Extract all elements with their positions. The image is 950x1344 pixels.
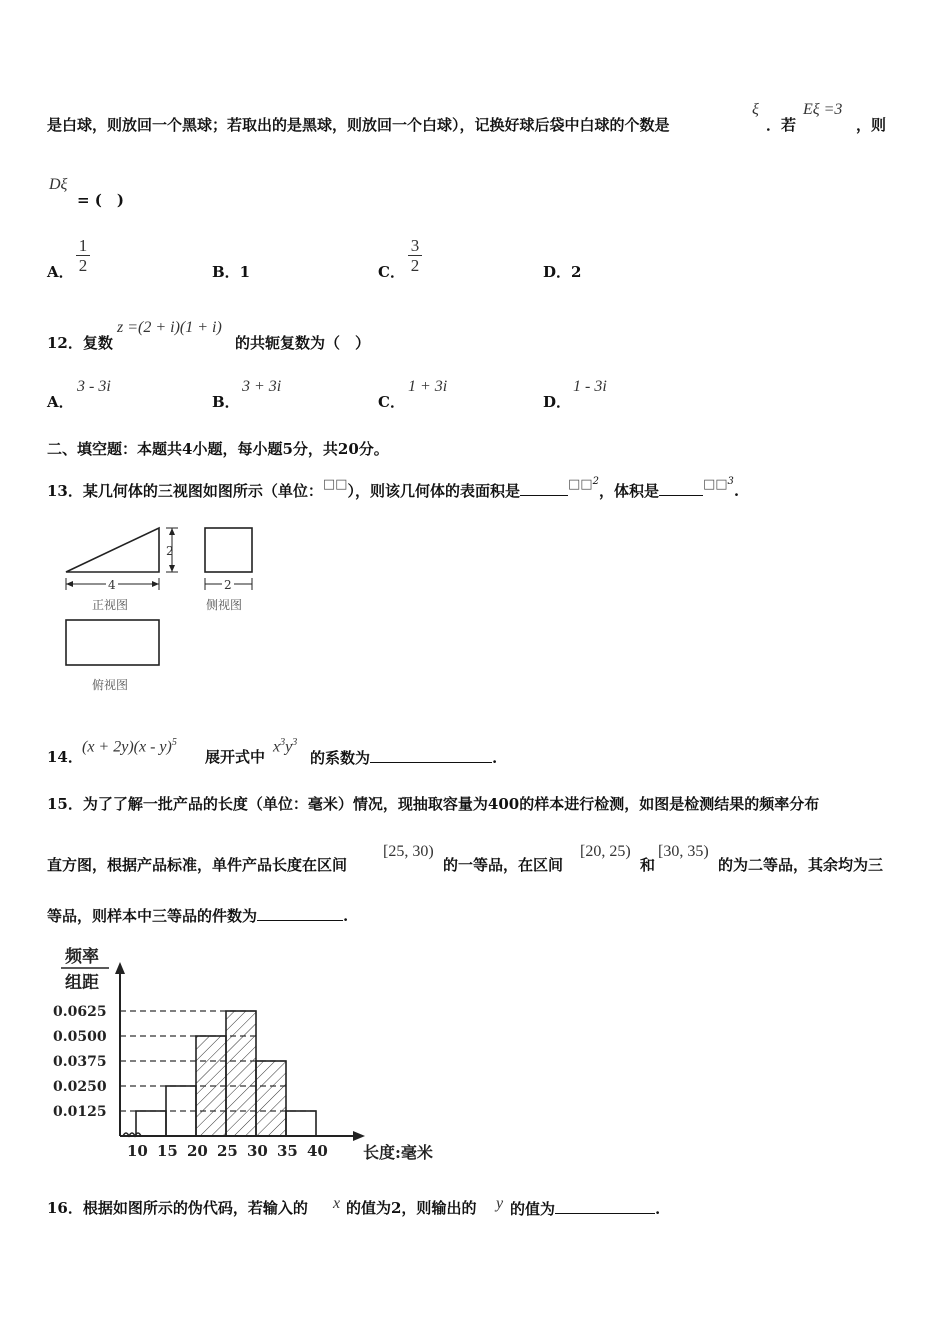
q11-option-a-label: A． (47, 263, 74, 281)
xi-symbol: ξ (752, 101, 759, 118)
q16-end: . (655, 1200, 661, 1218)
q11-option-c-fraction (408, 236, 422, 275)
q16-suffix: 的值为 (510, 1200, 556, 1218)
q11-option-b: B．1 (212, 263, 251, 281)
q12-option-d-label: D． (543, 393, 572, 411)
q13-surface-area-blank[interactable] (520, 481, 568, 496)
y-tick-label: 0.0250 (53, 1079, 107, 1095)
x-tick-label: 35 (277, 1142, 298, 1160)
interval-second-class-1: [20, 25) (580, 843, 631, 860)
q16-var-y: y (496, 1195, 504, 1212)
y-tick-label: 0.0500 (53, 1029, 107, 1045)
q13-text-c: ，体积是 (598, 482, 659, 500)
front-view-label: 正视图 (92, 598, 129, 612)
q14-expression (82, 737, 177, 756)
x-tick-label: 20 (187, 1142, 208, 1160)
histogram-bar (196, 1036, 226, 1136)
y-axis-label-bottom: 组距 (65, 973, 99, 993)
q15-line1: 15．为了了解一批产品的长度（单位：毫米）情况，现抽取容量为400的样本进行检测，如图是检测结果的频率分布 (47, 795, 820, 813)
q15-line3-text: 等品，则样本中三等品的件数为 (47, 907, 258, 925)
expectation-expr: Eξ =3 (803, 101, 843, 118)
side-width-label: 2 (224, 578, 232, 592)
histogram-bar (286, 1111, 316, 1136)
q11-text-b: ．若 (766, 116, 797, 134)
histogram-bar (136, 1111, 166, 1136)
q12-option-d-value: 1 - 3i (573, 378, 607, 395)
q12-expression: z =(2 + i)(1 + i) (117, 319, 222, 336)
q12-suffix: 的共轭复数为（ ） (235, 334, 371, 352)
q13-end: . (733, 482, 740, 500)
q15-line2-d: 的为二等品，其余均为三 (718, 856, 884, 874)
histogram-bar (256, 1061, 286, 1136)
fraction-denominator: 2 (78, 256, 88, 275)
frequency-histogram (45, 940, 465, 1170)
q11-option-c-label: C． (378, 263, 405, 281)
q14-power: 5 (171, 737, 177, 748)
x-tick-label: 25 (217, 1142, 238, 1160)
q14-mid: 展开式中 (205, 748, 266, 766)
q14-prefix: 14． (47, 748, 83, 766)
top-view-label: 俯视图 (92, 678, 129, 692)
q12-option-a-label: A． (47, 393, 74, 411)
front-height-label: 2 (166, 544, 174, 558)
q15-line2-b: 的一等品，在区间 (443, 856, 564, 874)
q16-answer-blank[interactable] (555, 1199, 655, 1214)
q14-suffix: 的系数为 (310, 749, 371, 767)
q15-line2-a: 直方图，根据产品标准，单件产品长度在区间 (47, 856, 348, 874)
q11-line1 (47, 116, 670, 134)
q15-end: . (343, 907, 349, 925)
q13-unit-placeholder: □□ (322, 477, 348, 492)
fraction-denominator: 2 (410, 256, 420, 275)
y-axis-arrow (115, 962, 125, 974)
x-axis-arrow (353, 1131, 365, 1141)
x-tick-label: 30 (247, 1142, 268, 1160)
q14-answer-blank[interactable] (370, 748, 492, 763)
interval-first-class: [25, 30) (383, 843, 434, 860)
q15-line3 (47, 906, 348, 925)
q14-term-y: y (285, 738, 293, 756)
x-tick-label: 10 (127, 1142, 148, 1160)
q12-option-c-label: C． (378, 393, 405, 411)
q11-text-a: 是白球，则放回一个黑球；若取出的是黑球，则放回一个白球），记换好球后袋中白球的个数是 (47, 116, 670, 134)
q13-text-b: ），则该几何体的表面积是 (347, 482, 520, 500)
q14-term-x-exp: 3 (280, 737, 286, 748)
variance-expr: Dξ (49, 176, 68, 193)
top-view-rectangle (66, 620, 159, 665)
q15-line2-c: 和 (640, 856, 656, 874)
q14-term (273, 737, 297, 756)
x-axis-label: 长度:毫米 (363, 1143, 433, 1162)
q14-end: . (492, 749, 498, 767)
interval-second-class-2: [30, 35) (658, 843, 709, 860)
q13-square-exponent: 2 (592, 476, 599, 487)
section-heading: 二、填空题：本题共4小题，每小题5分，共20分。 (47, 440, 389, 458)
q11-line2: = ( ) (77, 191, 124, 209)
front-view-triangle (66, 528, 159, 572)
q12-option-b-value: 3 + 3i (242, 378, 282, 395)
three-view-figure (56, 520, 271, 700)
y-tick-label: 0.0625 (53, 1004, 107, 1020)
q13-line: 13．某几何体的三视图如图所示（单位：□□），则该几何体的表面积是 □□$^2$，体积是 □□$^3$. (47, 476, 740, 500)
front-width-label: 4 (108, 578, 116, 592)
q14-term-x: x (273, 738, 281, 756)
histogram-bar (226, 1011, 256, 1136)
x-tick-label: 15 (157, 1142, 178, 1160)
q14-term-y-exp: 3 (292, 737, 298, 748)
side-view-label: 侧视图 (206, 598, 243, 612)
q11-text-c: ，则 (856, 116, 887, 134)
q12-prefix: 12．复数 (47, 334, 113, 352)
x-tick-label: 40 (307, 1142, 328, 1160)
q16-var-x: x (333, 1195, 341, 1212)
q14-suffix-line (310, 748, 497, 767)
q12-option-a-value: 3 - 3i (77, 378, 111, 395)
y-axis-label-top: 频率 (65, 947, 99, 967)
q16-suffix-line (510, 1199, 660, 1218)
q13-text-a: 13．某几何体的三视图如图所示（单位： (47, 482, 323, 500)
q13-volume-blank[interactable] (659, 481, 703, 496)
q12-option-c-value: 1 + 3i (408, 378, 448, 395)
q13-cube-exponent: 3 (727, 476, 734, 487)
side-view-square (205, 528, 252, 572)
q11-option-d: D．2 (543, 263, 582, 281)
fraction-numerator: 3 (408, 236, 422, 256)
q16-prefix: 16．根据如图所示的伪代码，若输入的 (47, 1199, 308, 1217)
q15-answer-blank[interactable] (257, 906, 343, 921)
q14-product: (x + 2y)(x - y) (82, 738, 172, 756)
q12-option-b-label: B． (212, 393, 240, 411)
y-tick-label: 0.0375 (53, 1054, 107, 1070)
fraction-numerator: 1 (76, 236, 90, 256)
q11-option-a-fraction (76, 236, 90, 275)
y-tick-label: 0.0125 (53, 1104, 107, 1120)
q16-mid: 的值为2，则输出的 (346, 1199, 477, 1217)
